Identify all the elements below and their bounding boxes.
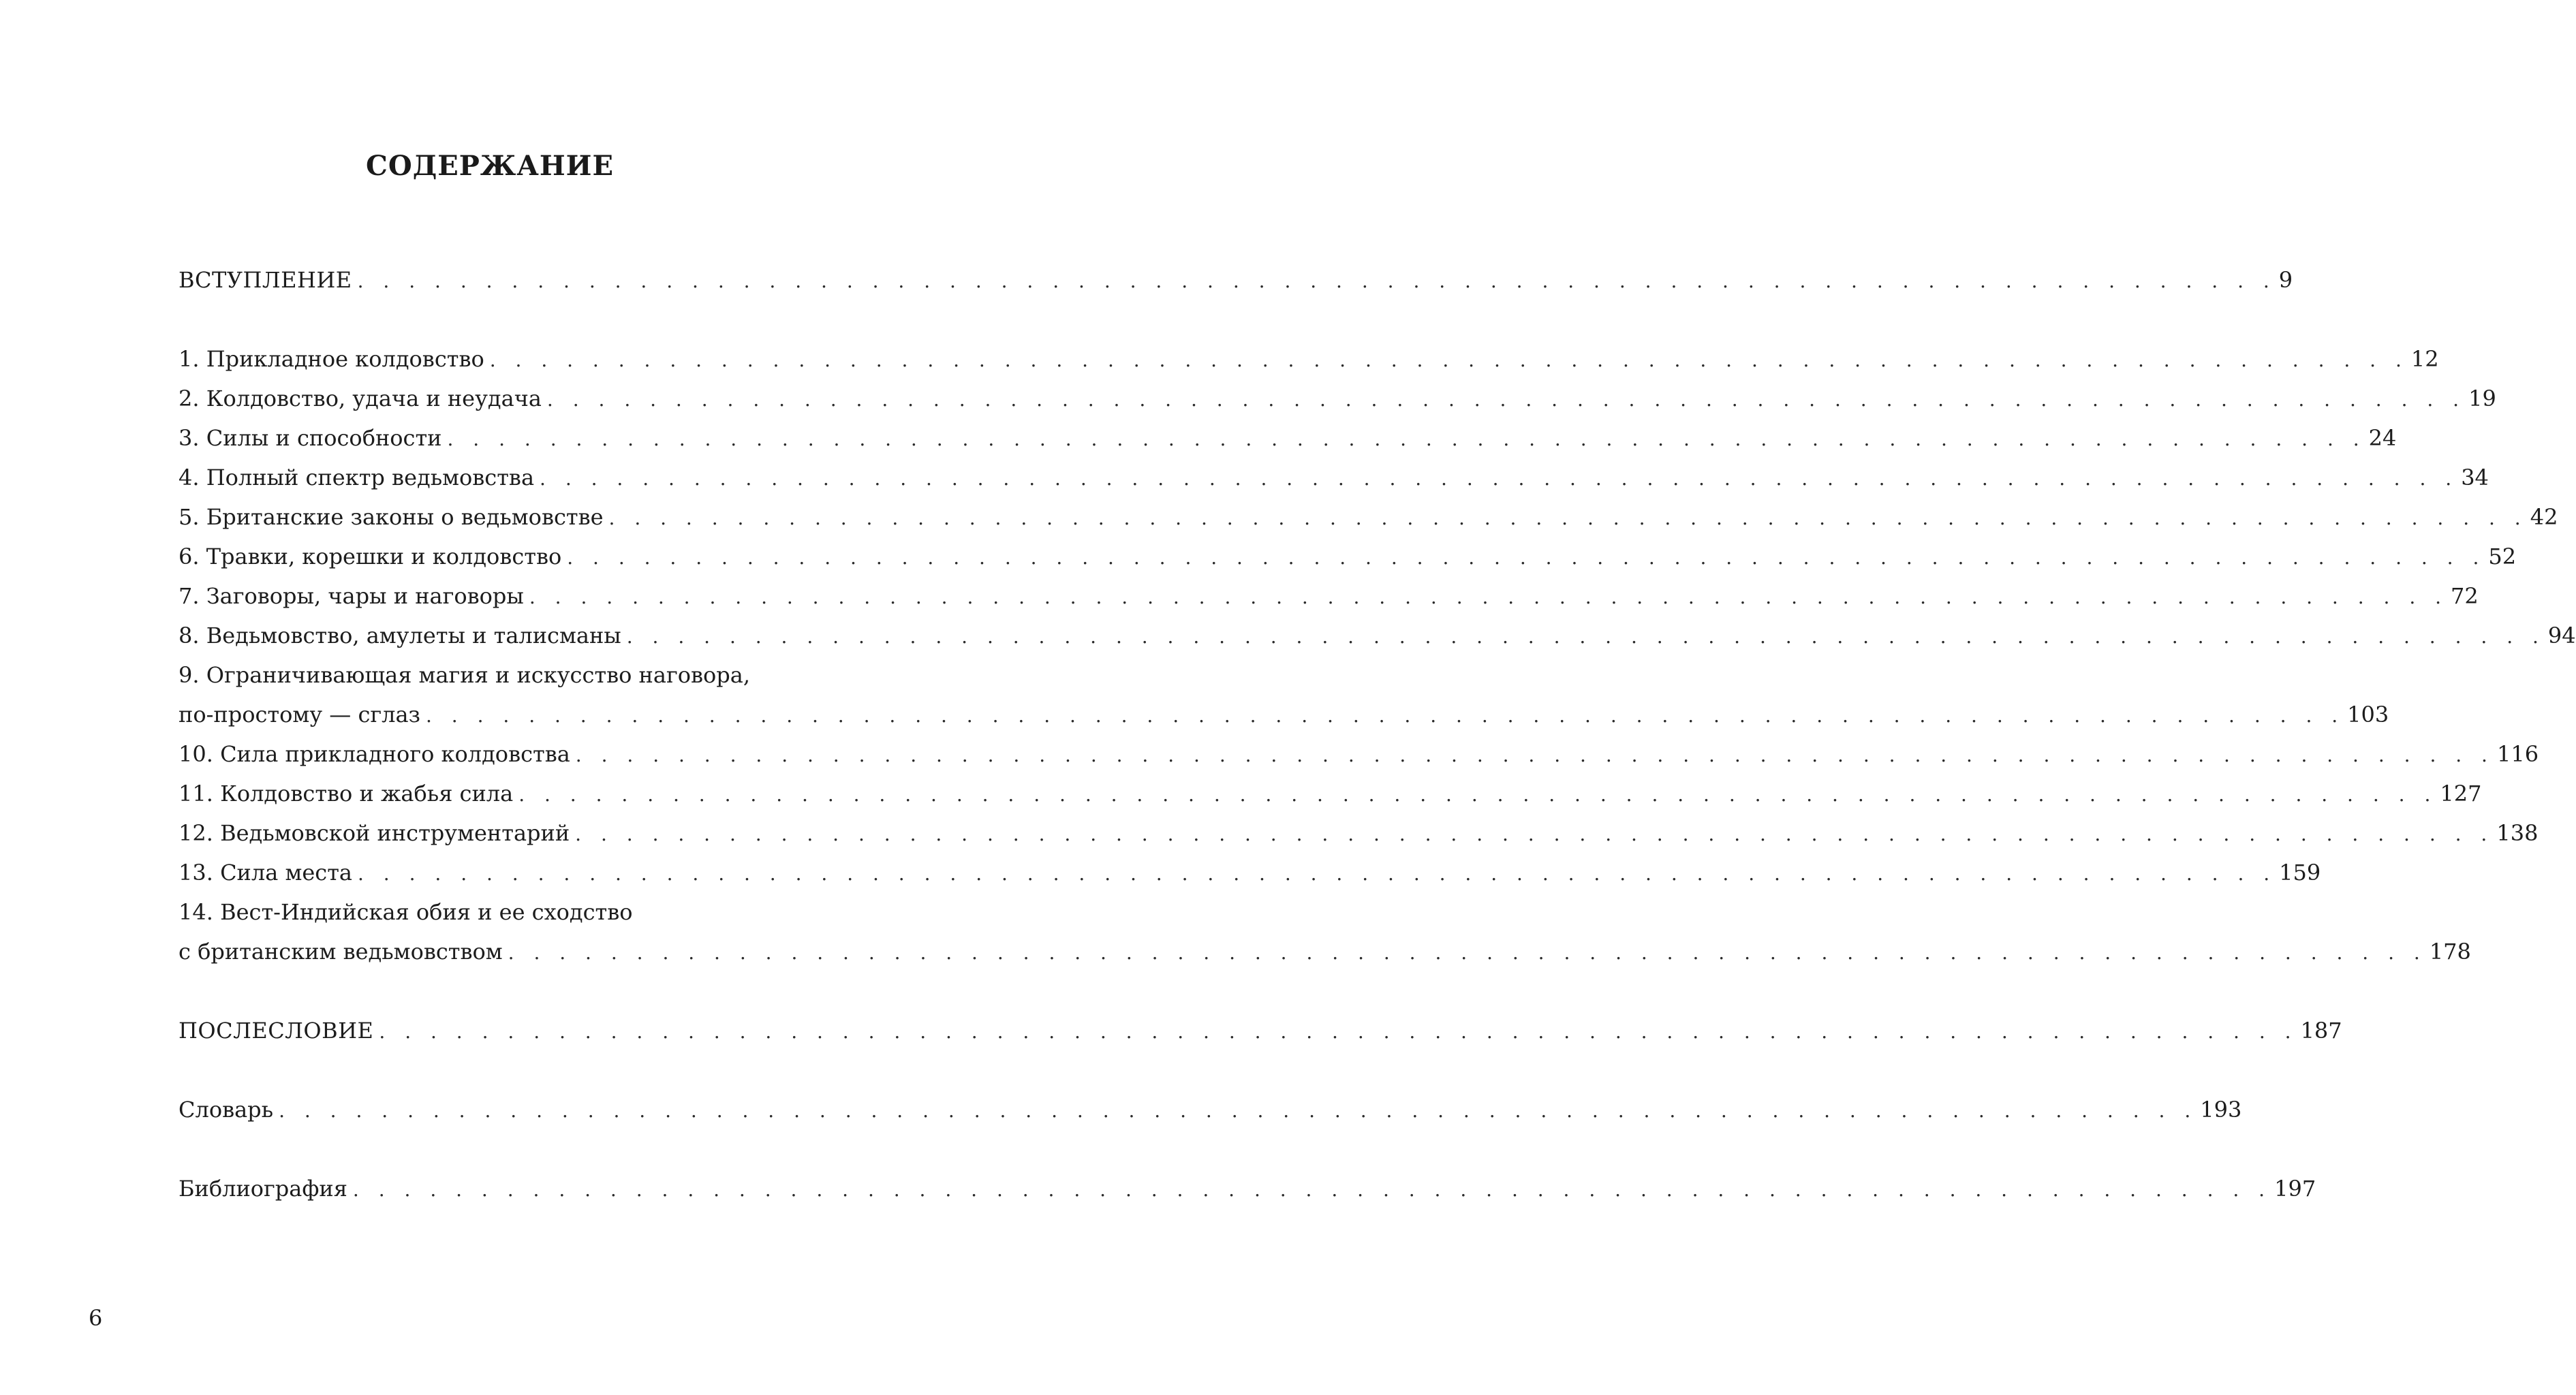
toc-entry-label: Словарь [179, 1090, 279, 1129]
toc-entry-afterword [179, 1011, 2342, 1050]
toc-entry-chapter-14-line-2 [179, 932, 2471, 971]
toc-spacer [179, 1129, 803, 1169]
toc-entry-label: 12. Ведьмовской инструментарий [179, 813, 575, 853]
toc-entry-page: 24 [2368, 425, 2397, 451]
toc-entry-label: 11. Колдовство и жабья сила [179, 774, 518, 813]
toc-entry-label: 7. Заговоры, чары и наговоры [179, 576, 529, 616]
toc-entry-page: 138 [2496, 820, 2539, 846]
toc-entry-page: 197 [2274, 1176, 2316, 1202]
toc-entry-label: 14. Вест-Индийская обия и ее сходство [179, 899, 638, 925]
toc-entry-chapter-14-line-1 [179, 892, 803, 932]
toc-entry-page: 12 [2410, 346, 2439, 372]
toc-entry-label: Библиография [179, 1169, 353, 1208]
toc-leader-dots: . . . . . . . . . . . . . . . . . . . . . . . . . . . . . . . . . . . . . . . . . . . . . . . . . . . . . . . . . . . . . . . . . . . . . . . . . . . [357, 270, 2276, 292]
toc-entry-page: 34 [2461, 465, 2489, 490]
toc-spacer [179, 300, 803, 339]
toc-entry-chapter-3 [179, 418, 2397, 458]
toc-entry-chapter-1 [179, 339, 2439, 379]
toc-leader-dots: . . . . . . . . . . . . . . . . . . . . . . . . . . . . . . . . . . . . . . . . . . . . . . . . . . . . . . . . . . . . . . . . . . . . . . . . . . . [352, 1178, 2272, 1201]
toc-leader-dots: . . . . . . . . . . . . . . . . . . . . . . . . . . . . . . . . . . . . . . . . . . . . . . . . . . . . . . . . . . . . . . . . . . . . . . . . . . . [379, 1020, 2298, 1043]
toc-entry-chapter-7 [179, 576, 2479, 616]
toc-entry-label: 4. Полный спектр ведьмовства [179, 458, 540, 497]
toc-spacer [179, 1050, 803, 1090]
toc-entry-page: 159 [2279, 860, 2321, 885]
toc-entry-page: 42 [2530, 504, 2558, 530]
toc-entry-label: 3. Силы и способности [179, 418, 448, 458]
toc-entry-page: 72 [2451, 583, 2479, 609]
toc-entry-label: по-простому — сглаз [179, 695, 426, 734]
toc-leader-dots: . . . . . . . . . . . . . . . . . . . . . . . . . . . . . . . . . . . . . . . . . . . . . . . . . . . . . . . . . . . . . . . . . . . . . . . . . . . [489, 349, 2408, 371]
toc-entry-chapter-8 [179, 616, 2576, 655]
toc-entry-label: ВСТУПЛЕНИЕ [179, 260, 358, 300]
toc-entry-glossary [179, 1090, 2242, 1129]
toc-entry-label: 6. Травки, корешки и колдовство [179, 537, 567, 576]
toc-entry-chapter-11 [179, 774, 2482, 813]
toc-entry-chapter-10 [179, 734, 2539, 774]
toc-entry-chapter-12 [179, 813, 2539, 853]
toc-leader-dots: . . . . . . . . . . . . . . . . . . . . . . . . . . . . . . . . . . . . . . . . . . . . . . . . . . . . . . . . . . . . . . . . . . . . . . . . . . . [575, 744, 2494, 766]
toc-leader-dots: . . . . . . . . . . . . . . . . . . . . . . . . . . . . . . . . . . . . . . . . . . . . . . . . . . . . . . . . . . . . . . . . . . . . . . . . . . . [540, 467, 2459, 490]
toc-spacer [179, 971, 803, 1011]
toc-entry-chapter-2 [179, 379, 2496, 418]
toc-entry-label: с британским ведьмовством [179, 932, 508, 971]
toc-leader-dots: . . . . . . . . . . . . . . . . . . . . . . . . . . . . . . . . . . . . . . . . . . . . . . . . . . . . . . . . . . . . . . . . . . . . . . . . . . . [546, 388, 2466, 411]
toc-entry-page: 52 [2488, 544, 2517, 569]
toc-entry-chapter-4 [179, 458, 2489, 497]
table-of-contents [179, 260, 2576, 1208]
toc-entry-page: 193 [2200, 1097, 2242, 1123]
toc-entry-chapter-9-line-2 [179, 695, 2389, 734]
toc-entry-bibliography [179, 1169, 2316, 1208]
toc-entry-page: 127 [2440, 781, 2482, 806]
toc-leader-dots: . . . . . . . . . . . . . . . . . . . . . . . . . . . . . . . . . . . . . . . . . . . . . . . . . . . . . . . . . . . . . . . . . . . . . . . . . . . [447, 428, 2366, 450]
toc-entry-chapter-9-line-1 [179, 655, 803, 695]
toc-entry-page: 178 [2429, 939, 2471, 965]
toc-entry-page: 19 [2468, 386, 2496, 411]
toc-leader-dots: . . . . . . . . . . . . . . . . . . . . . . . . . . . . . . . . . . . . . . . . . . . . . . . . . . . . . . . . . . . . . . . . . . . . . . . . . . . [279, 1099, 2198, 1122]
toc-leader-dots: . . . . . . . . . . . . . . . . . . . . . . . . . . . . . . . . . . . . . . . . . . . . . . . . . . . . . . . . . . . . . . . . . . . . . . . . . . . [575, 823, 2494, 845]
page-number: 6 [89, 1305, 103, 1331]
toc-entry-label: 1. Прикладное колдовство [179, 339, 490, 379]
toc-entry-label: 5. Британские законы о ведьмовстве [179, 497, 609, 537]
toc-entry-label: 13. Сила места [179, 853, 358, 892]
toc-entry-chapter-13 [179, 853, 2321, 892]
toc-entry-chapter-6 [179, 537, 2517, 576]
toc-entry-page: 9 [2278, 267, 2293, 293]
toc-entry-label: 10. Сила прикладного колдовства [179, 734, 576, 774]
toc-entry-label: 9. Ограничивающая магия и искусство наговора, [179, 662, 756, 688]
toc-leader-dots: . . . . . . . . . . . . . . . . . . . . . . . . . . . . . . . . . . . . . . . . . . . . . . . . . . . . . . . . . . . . . . . . . . . . . . . . . . . [357, 862, 2277, 885]
toc-leader-dots: . . . . . . . . . . . . . . . . . . . . . . . . . . . . . . . . . . . . . . . . . . . . . . . . . . . . . . . . . . . . . . . . . . . . . . . . . . . [425, 704, 2345, 727]
toc-entry-label: ПОСЛЕСЛОВИЕ [179, 1011, 379, 1050]
toc-entry-chapter-5 [179, 497, 2558, 537]
toc-entry-page: 94 [2547, 623, 2576, 648]
toc-entry-intro [179, 260, 2293, 300]
toc-leader-dots: . . . . . . . . . . . . . . . . . . . . . . . . . . . . . . . . . . . . . . . . . . . . . . . . . . . . . . . . . . . . . . . . . . . . . . . . . . . [529, 586, 2449, 608]
toc-entry-label: 8. Ведьмовство, амулеты и талисманы [179, 616, 627, 655]
toc-entry-page: 116 [2496, 741, 2539, 767]
toc-leader-dots: . . . . . . . . . . . . . . . . . . . . . . . . . . . . . . . . . . . . . . . . . . . . . . . . . . . . . . . . . . . . . . . . . . . . . . . . . . . [508, 941, 2427, 964]
toc-entry-label: 2. Колдовство, удача и неудача [179, 379, 547, 418]
toc-entry-page: 187 [2300, 1018, 2342, 1044]
toc-entry-page: 103 [2347, 702, 2389, 727]
page-title: СОДЕРЖАНИЕ [366, 150, 614, 182]
toc-leader-dots: . . . . . . . . . . . . . . . . . . . . . . . . . . . . . . . . . . . . . . . . . . . . . . . . . . . . . . . . . . . . . . . . . . . . . . . . . . . [567, 546, 2486, 569]
toc-leader-dots: . . . . . . . . . . . . . . . . . . . . . . . . . . . . . . . . . . . . . . . . . . . . . . . . . . . . . . . . . . . . . . . . . . . . . . . . . . . [608, 507, 2528, 529]
toc-leader-dots: . . . . . . . . . . . . . . . . . . . . . . . . . . . . . . . . . . . . . . . . . . . . . . . . . . . . . . . . . . . . . . . . . . . . . . . . . . . [518, 783, 2438, 806]
toc-leader-dots: . . . . . . . . . . . . . . . . . . . . . . . . . . . . . . . . . . . . . . . . . . . . . . . . . . . . . . . . . . . . . . . . . . . . . . . . . . . [626, 625, 2545, 648]
